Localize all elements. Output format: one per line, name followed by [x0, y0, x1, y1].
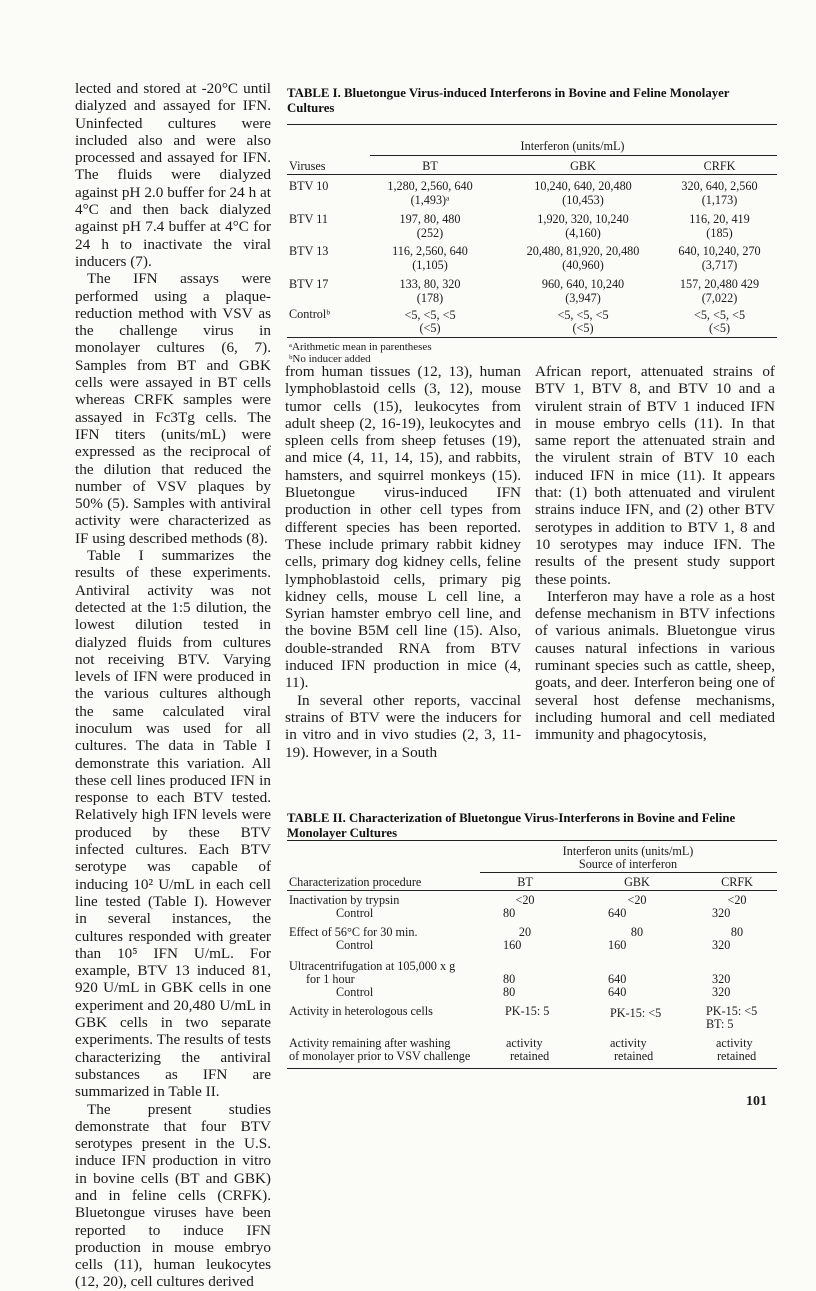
table1-bt-values: 133, 80, 320 [399, 277, 461, 291]
page-number: 101 [746, 1094, 767, 1109]
table1-caption: TABLE I. Bluetongue Virus-induced Interferons in Bovine and Feline Monolayer Cultures [287, 86, 730, 115]
table2-crfk: 320 [712, 985, 731, 999]
table1-crfk-values: 116, 20, 419 [689, 212, 750, 226]
table2-gbk: 160 [608, 938, 627, 952]
table1-crfk-mean: (3,717) [701, 258, 738, 272]
table2-row-header: Characterization procedure [289, 875, 422, 889]
table2-spanner: Interferon units (units/mL) [562, 844, 694, 858]
table1-gbk-values: 960, 640, 10,240 [541, 277, 625, 291]
table1-gbk-mean: (40,960) [562, 258, 604, 272]
table2-crfk: <20 [727, 893, 747, 907]
right-text-column [535, 363, 775, 744]
table1-crfk-values: 157, 20,480 429 [679, 277, 760, 291]
table2-bt: 20 [518, 925, 532, 939]
table1-bt-mean: (178) [416, 291, 444, 305]
table2-bt: 80 [503, 985, 516, 999]
table1-virus: Controlᵇ [289, 307, 331, 321]
table1-gbk-mean: (<5) [572, 321, 594, 335]
table2-crfk: 320 [712, 972, 731, 986]
middle-text-column [285, 363, 521, 761]
table2-label: for 1 hour [306, 972, 355, 986]
table2-spanner-sub: Source of interferon [578, 857, 678, 871]
table1-virus: BTV 13 [289, 244, 329, 258]
table2-bt: PK-15: 5 [505, 1004, 550, 1018]
table2-gbk: activity [610, 1036, 647, 1050]
paragraph: African report, attenuated strains of BTV 1, BTV 8, and BTV 10 and a virulent strain of BTV 1 induced IFN in mouse embryo cells (11). In that same report the attenuated strain and the virulent strain of BTV 10 each induced IFN in mice (11). It appears that: (1) both attenuated and virulent strains induce IFN, and (2) other BTV serotypes in addition to BTV 1, 8 and 10 serotypes may induce IFN. The results of the present study support these points. [535, 363, 775, 588]
table1-gbk-values: <5, <5, <5 [557, 308, 609, 322]
table2-crfk: BT: 5 [706, 1017, 734, 1031]
table2-label: Control [336, 906, 374, 920]
table1-crfk-mean: (1,173) [701, 193, 738, 207]
table1-spanner: Interferon (units/mL) [520, 139, 625, 153]
table1-gbk-mean: (10,453) [562, 193, 604, 207]
table1-bt-mean: (252) [416, 226, 444, 240]
table1-bottom-rule [287, 337, 777, 338]
table1-spanner-rule [370, 155, 777, 156]
table2-gbk: retained [614, 1049, 654, 1063]
table2-label: Inactivation by trypsin [289, 893, 400, 907]
paragraph: The present studies demonstrate that four BTV serotypes present in the U.S. induce IFN production in vitro in bovine cells (BT and GBK) and in feline cells (CRFK). Bluetongue viruses have been reported to induce IFN production in mouse embryo cells (11), human leukocytes (12, 20), cell cultures derived [75, 1100, 271, 1291]
table2-bt: <20 [515, 893, 535, 907]
table2-label: Activity in heterologous cells [289, 1004, 433, 1018]
table1-gbk-values: 10,240, 640, 20,480 [534, 179, 632, 193]
table2-crfk: 320 [712, 906, 731, 920]
table1-crfk-mean: (<5) [708, 321, 731, 335]
table1-bt-values: 197, 80, 480 [399, 212, 461, 226]
paragraph: The IFN assays were performed using a plaque-reduction method with VSV as the challenge virus in monolayer cultures (6, 7). Samples from BT and GBK cells were assayed in BT cells whereas CRFK samples were assayed in Fc3Tg cells. The IFN titers (units/mL) were expressed as the reciprocal of the dilution that reduced the number of VSV plaques by 50% (5). Samples with antiviral activity were characterized as IF using described methods (8). [75, 270, 271, 547]
table2-gbk: 640 [608, 906, 627, 920]
table2-caption: TABLE II. Characterization of Bluetongue Virus-Interferons in Bovine and Feline Monolayer Cultures [287, 811, 736, 840]
table2-bt: 160 [503, 938, 522, 952]
table1-virus: BTV 11 [289, 212, 328, 226]
table2-label: of monolayer prior to VSV challenge [289, 1049, 471, 1063]
table1-gbk-mean: (3,947) [565, 291, 601, 305]
table2-gbk: 640 [608, 985, 627, 999]
paragraph: Interferon may have a role as a host defense mechanism in BTV infections of various animals. Bluetongue virus causes natural infections in various ruminant species such as cattle, sheep, goats, and deer. Interferon being one of several host defense mechanisms, including humoral and cell mediated immunity and phagocytosis, [535, 587, 775, 744]
table2-bt: 80 [503, 972, 516, 986]
left-text-column [75, 80, 271, 1291]
table1-virus: BTV 17 [289, 277, 329, 291]
table2-header-rule [287, 890, 777, 891]
table1-bt-values: 116, 2,560, 640 [392, 244, 468, 258]
table1-gbk-mean: (4,160) [565, 226, 601, 240]
table1-col-gbk: GBK [570, 159, 596, 173]
table1-header-rule [287, 174, 777, 175]
table1-crfk-mean: (185) [706, 226, 733, 240]
table1-crfk-values: <5, <5, <5 [693, 308, 746, 322]
table2-top-rule [287, 840, 777, 841]
table1-gbk-values: 20,480, 81,920, 20,480 [526, 244, 640, 258]
table1-bt-values: 1,280, 2,560, 640 [387, 179, 473, 193]
table1-top-rule [287, 124, 777, 125]
table1-footnote: ᵃArithmetic mean in parentheses [289, 341, 432, 353]
table2-spanner-rule [480, 872, 777, 873]
table2-gbk: 640 [608, 972, 627, 986]
table1-col-bt: BT [422, 159, 438, 173]
table2-bt: retained [510, 1049, 550, 1063]
table2-label: Control [336, 938, 374, 952]
table1-gbk-values: 1,920, 320, 10,240 [537, 212, 629, 226]
table1-bt-mean: (1,105) [412, 258, 448, 272]
paragraph: from human tissues (12, 13), human lymphoblastoid cells (3, 12), mouse tumor cells (15), leukocytes from adult sheep (2, 16-19), leukocytes and spleen cells from sheep fetuses (19), and mice (4, 11, 14, 15), and rabbits, hamsters, and squirrel monkeys (15). Bluetongue virus-induced IFN production in other cell types from different species has been reported. These include primary rabbit kidney cells, primary dog kidney cells, feline lymphoblastoid cells, primary pig kidney cells, mouse L cell line, a Syrian hamster embryo cell line, and the bovine B5M cell line (15). Also, double-stranded RNA from BTV induced IFN production in mice (4, 11). [285, 363, 521, 692]
table1-footnote: ᵇNo inducer added [289, 353, 371, 365]
table1-crfk-mean: (7,022) [701, 291, 738, 305]
table1-col-crfk: CRFK [703, 159, 736, 173]
table2-col-gbk: GBK [624, 875, 650, 889]
paragraph: Table I summarizes the results of these experiments. Antiviral activity was not detected at the 1:5 dilution, the lowest dilution tested in dialyzed fluids from cultures not receiving BTV. Varying levels of IFN were produced in the various cultures although the same calculated viral inoculum was used for all cultures. The data in Table I demonstrate this variation. All these cell lines produced IFN in response to each BTV tested. Relatively high IFN levels were produced by these BTV infected cultures. Each BTV serotype was capable of inducing 10² U/mL in each cell line tested (Table I). However in several instances, the cultures responded with greater than 10⁵ IFN U/mL. For example, BTV 13 induced 81, 920 U/mL in GBK cells in one experiment and 20,480 U/mL in GBK cells in two separate experiments. The results of tests characterizing the antiviral substances as IFN are summarized in Table II. [75, 547, 271, 1101]
table1-crfk-values: 320, 640, 2,560 [681, 179, 758, 193]
table2-crfk: 320 [712, 938, 731, 952]
table2-crfk: PK-15: <5 [706, 1004, 758, 1018]
table2-crfk: 80 [730, 925, 744, 939]
table2-crfk: activity [716, 1036, 753, 1050]
table1-bt-mean: (1,493)ᵃ [410, 193, 450, 207]
table2-gbk: <20 [627, 893, 647, 907]
table1-crfk-values: 640, 10,240, 270 [678, 244, 761, 258]
table2-col-bt: BT [517, 875, 533, 889]
paragraph: lected and stored at -20°C until dialyzed and assayed for IFN. Uninfected cultures were included also and were also processed and assayed for IFN. The fluids were dialyzed against pH 2.0 buffer for 24 h at 4°C and then back dialyzed against pH 7.4 buffer at 4°C for 24 h to inactivate the viral inducers (7). [75, 80, 271, 270]
table2-label: Activity remaining after washing [289, 1036, 451, 1050]
table2-label: Effect of 56°C for 30 min. [289, 925, 418, 939]
table2-col-crfk: CRFK [721, 875, 753, 889]
table2-bt: 80 [503, 906, 516, 920]
table2-bt: activity [506, 1036, 543, 1050]
table1-row-header: Viruses [289, 159, 326, 173]
table1-virus: BTV 10 [289, 179, 329, 193]
paragraph: In several other reports, vaccinal strains of BTV were the inducers for in vitro and in vivo studies (2, 3, 11-19). However, in a South [285, 691, 521, 761]
table2-label: Control [336, 985, 374, 999]
table1-bt-values: <5, <5, <5 [404, 308, 456, 322]
table2-label: Ultracentrifugation at 105,000 x g [289, 959, 456, 973]
table2-bottom-rule [287, 1068, 777, 1069]
table2-gbk: PK-15: <5 [610, 1006, 662, 1020]
table2-gbk: 80 [630, 925, 644, 939]
table1-bt-mean: (<5) [419, 321, 441, 335]
table2-crfk: retained [717, 1049, 757, 1063]
